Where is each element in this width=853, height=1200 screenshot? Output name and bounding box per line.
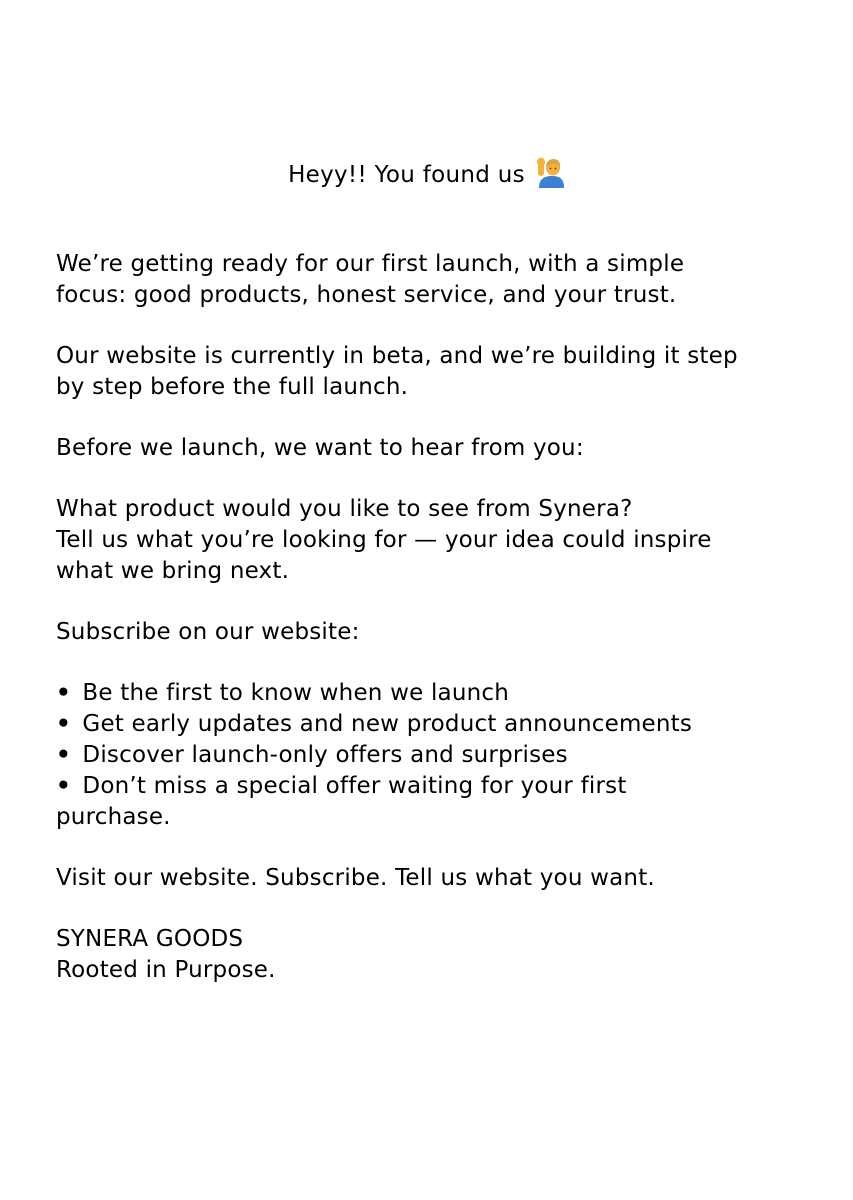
- tell-line-1: Tell us what you’re looking for — your idea could inspire: [56, 527, 712, 553]
- page-heading: [0, 156, 853, 192]
- subscribe-text: Subscribe on our website:: [56, 619, 360, 645]
- bullet-icon: •: [56, 742, 71, 768]
- intro-line-2: focus: good products, honest service, and your trust.: [56, 282, 677, 308]
- list-item: [56, 771, 816, 833]
- bullet-icon: •: [56, 680, 71, 706]
- person-raising-hand-icon: [535, 156, 565, 188]
- list-item: [56, 678, 816, 709]
- tell-line-2: what we bring next.: [56, 558, 290, 584]
- beta-paragraph: [56, 341, 816, 403]
- list-item-text-continued: purchase.: [56, 804, 171, 830]
- brand-tagline: Rooted in Purpose.: [56, 957, 276, 983]
- list-item-text: Get early updates and new product announcements: [82, 711, 693, 737]
- list-item: [56, 709, 816, 740]
- intro-line-1: We’re getting ready for our first launch, with a simple: [56, 251, 685, 277]
- bullet-icon: •: [56, 711, 71, 737]
- message-body: [56, 249, 816, 1016]
- intro-paragraph: [56, 249, 816, 311]
- subscribe-paragraph: [56, 617, 816, 648]
- heading-text: Heyy!! You found us: [288, 162, 525, 188]
- before-launch-paragraph: [56, 433, 816, 464]
- question-text: What product would you like to see from Synera?: [56, 496, 633, 522]
- bullet-icon: •: [56, 773, 71, 799]
- list-item-text: Don’t miss a special offer waiting for your first: [82, 773, 627, 799]
- before-launch-text: Before we launch, we want to hear from you:: [56, 435, 584, 461]
- brand-name: SYNERA GOODS: [56, 926, 244, 952]
- cta-text: Visit our website. Subscribe. Tell us what you want.: [56, 865, 655, 891]
- beta-line-1: Our website is currently in beta, and we’re building it step: [56, 343, 738, 369]
- question-paragraph: [56, 494, 816, 587]
- signature-block: [56, 924, 816, 986]
- list-item: [56, 740, 816, 771]
- call-to-action: [56, 863, 816, 894]
- list-item-text: Discover launch-only offers and surprises: [82, 742, 568, 768]
- list-item-text: Be the first to know when we launch: [82, 680, 510, 706]
- beta-line-2: by step before the full launch.: [56, 374, 409, 400]
- benefits-list: [56, 678, 816, 833]
